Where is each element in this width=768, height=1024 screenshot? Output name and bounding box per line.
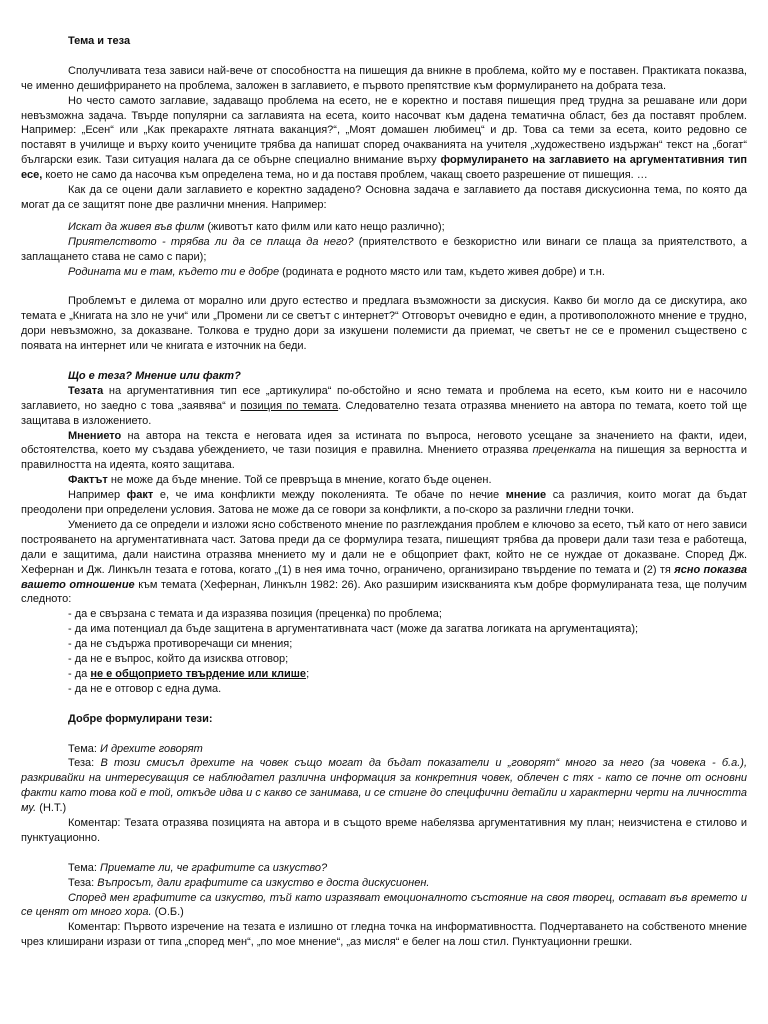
document-title: Тема и теза: [68, 35, 131, 47]
intro-paragraph-1: Сполучливата теза зависи най-вече от способността на пишещия да вникне в проблема, който му е поставен. Практиката показва, че именно дешифрирането на проблема, заложен в заглавието, е първото препятствие към формулирането на добрата теза.: [21, 64, 747, 92]
example1-comment: Коментар: Тезата отразява позицията на автора и в същото време набелязва аргументативния му план; неизчистена е стилово и пунктуационно.: [21, 817, 747, 844]
opinion-paragraph: Мнението на автора на текста е неговата идея за истината по въпроса, неговото усещане за значението на факти, идеи, обстоятелства, което му създава убеждението, че тази позиция е правилна. Мнението отразява преценката на пишещия за верността и правилността на идеята, която защитава.: [21, 429, 747, 472]
example1-topic: Тема: И дрехите говорят: [68, 742, 203, 755]
criteria-item: - да е свързана с темата и да изразява позиция (преценка) по проблема;: [68, 608, 442, 621]
emphasis-title-formulation: формулирането на заглавието на аргументативния тип есе,: [21, 154, 747, 182]
example1-thesis: Теза: В този смисъл дрехите на човек също могат да бъдат показатели и „говорят“ много за него (за човека - б.а.), разкривайки на интересуващия се наблюдател различна информация за конкретния човек, облечен с тях - като се почне от основни факти като това кой е той, откъде идва и с какво се занимава, и се стигне до специфични детайли и характерни черти на личността му. (Н.Т.): [21, 757, 747, 815]
criteria-item: - да не е въпрос, който да изисква отговор;: [68, 653, 289, 666]
example2-comment: Коментар: Първото изречение на тезата е излишно от гледна точка на информативността. Подчертаването на собственото мнение чрез клиширани изрази от типа „според мен“, „по мое мнение“, „аз мисля“ е белег на лош стил. Пунктуационни грешки.: [21, 921, 747, 949]
criteria-item: - да има потенциал да бъде защитена в аргументативната част (може да загатва логиката на аргументацията);: [68, 623, 639, 636]
intro-paragraph-3: Как да се оцени дали заглавието е коректно зададено? Основна задача е заглавието да поставя дискусионна тема, по която да могат да се защитят поне две различни мнения. Например:: [21, 184, 747, 211]
example2-topic: Тема: Приемате ли, че графитите са изкуство?: [68, 861, 328, 874]
criteria-item: - да не съдържа противоречащи си мнения;: [68, 638, 293, 651]
section-heading: Що е теза? Мнение или факт?: [68, 369, 241, 382]
example2-thesis-continued: Според мен графитите са изкуство, тъй като изразяват емоционалното състояние на своя творец, остават във времето и се ценят от много хора. (О.Б.): [21, 891, 747, 919]
thesis-paragraph: Тезата на аргументативния тип есе „артикулира“ по-обстойно и ясно темата и проблема на есето, към които ни е насочило заглавието, но заедно с това „заявява“ и позиция по темата. Следователно тезата отразява мнението на автора по темата, което той ще защитава в изложението.: [21, 384, 748, 427]
criteria-item: - да не е отговор с една дума.: [68, 682, 222, 695]
skill-paragraph: Умението да се определи и изложи ясно собственото мнение по разглеждания проблем е ключово за есето, тъй като от него зависи построяването на аргументативната част. Затова преди да се формулира тезата, пишещият трябва да провери дали тази теза е работеща, дали е защитима, дали наистина отразява мнението му и дали не е общоприет факт, който не се нуждае от доказване. Според Дж. Хефернан и Дж. Линкълн тезата е готова, когато „(1) в нея има точно, ограничено, организирано твърдение по темата и (2) тя ясно показва вашето отношение към темата (Хефернан, Линкълн 1982: 26). Ако разширим изискванията към добре формулираната теза, ще получим следното:: [21, 518, 747, 606]
example-paragraph: Например факт е, че има конфликти между поколенията. Те обаче по нечие мнение са различия, които могат да бъдат преодолени при определени условия. Затова не може да се говори за конфликти, а по-скоро за различни гледни точки.: [21, 489, 748, 517]
fact-paragraph: Фактът не може да бъде мнение. Той се превръща в мнение, когато бъде оценен.: [68, 474, 492, 487]
example-topic-2: Приятелството - трябва ли да се плаща да него? (приятелството е безкористно или винаги се плаща за приятелството, а заплащането става не само с пари);: [21, 235, 747, 263]
intro-paragraph-2: Но често самото заглавие, задаващо проблема на есето, не е коректно и поставя пишещия пред трудна за решаване или дори невъзможна задача. Твърде популярни са заглавията на есета, които насочват към дадена тематична област, без да поставят проблем. Например: „Есен“ или „Как прекарахте лятната ваканция?“, „Моят домашен любимец“ и др. Това са теми за есета, които редовно се поставят в училище и върху които учениците трябва да напишат според очакванията на учителя „художествено издържан“ текст на „богат“ български език. Тази ситуация налага да се обърне специално внимание върху формулирането на заглавието на аргументативния тип есе, което не само да насочва към определена тема, но и да поставя проблем, чакащ своето разрешение от пишещия. …: [21, 94, 747, 182]
problem-paragraph: Проблемът е дилема от морално или друго естество и предлага възможности за дискусия. Какво би могло да се дискутира, ако темата е „Книгата на зло не учи“ или „Промени ли се светът с интернет?“ Отговорът очевидно е един, а противоположното мнение е трудно, дори невъзможно, за доказване. Толкова е трудно дори за изкушени полемисти да приемат, че светът не се е променил съществено с появата на интернет или че книгата е източник на беди.: [21, 295, 747, 353]
criteria-item: - да не е общоприето твърдение или клише;: [68, 668, 310, 681]
good-theses-heading: Добре формулирани тези:: [68, 712, 213, 725]
example-topic-3: Родината ми е там, където ти е добре (родината е родното място или там, където живея добре) и т.н.: [68, 265, 605, 278]
example-topic-1: Искат да живея във филм (животът като филм или като нещо различно);: [68, 220, 445, 233]
example2-thesis: Теза: Въпросът, дали графитите са изкуство е доста дискусионен.: [68, 876, 430, 889]
